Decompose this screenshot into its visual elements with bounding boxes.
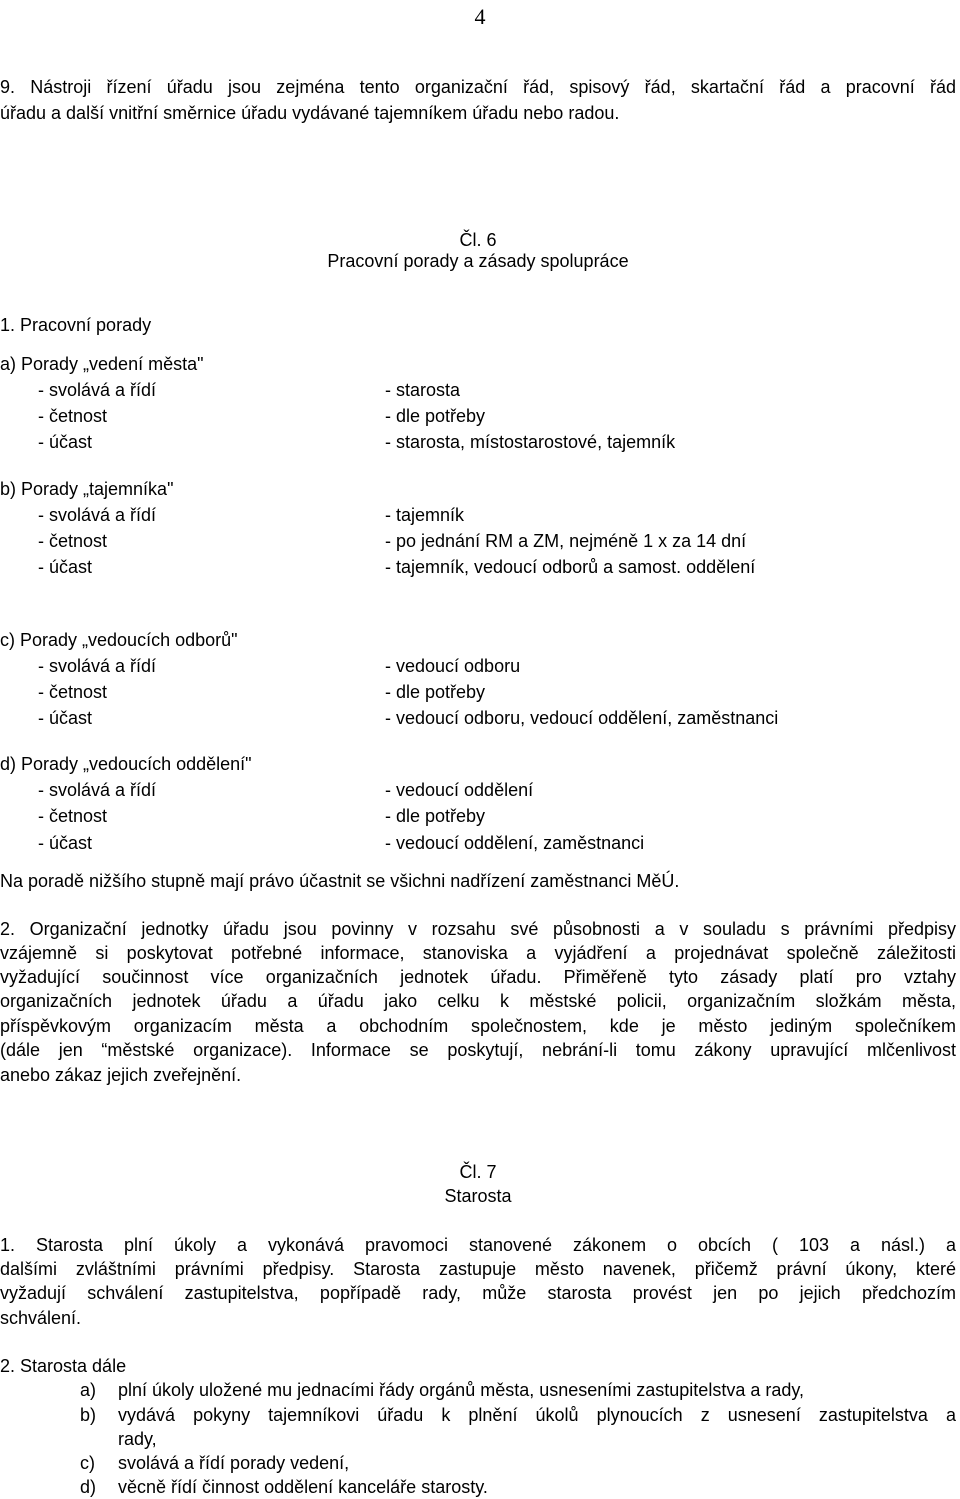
section-heading: 1. Pracovní porady <box>0 315 152 335</box>
meeting-row-label: - četnost <box>38 806 108 826</box>
article-number: Čl. 7 <box>459 1162 497 1182</box>
list-item: svolává a řídí porady vedení, <box>118 1453 350 1473</box>
note-line: Na poradě nižšího stupně mají právo účastnit se všichni nadřízení zaměstnanci MěÚ. <box>0 871 680 891</box>
article-title: Starosta <box>444 1186 512 1206</box>
meeting-heading: c) Porady „vedoucích odborů" <box>0 630 238 650</box>
paragraph-line: schválení. <box>0 1308 82 1328</box>
meeting-row-value: - vedoucí oddělení, zaměstnanci <box>385 833 645 853</box>
paragraph-line: vyžadují schválení zastupitelstva, popřípadě rady, může starosta provést jen po jejich předchozím <box>0 1283 956 1303</box>
meeting-row-label: - účast <box>38 557 93 577</box>
list-item: rady, <box>118 1429 157 1449</box>
paragraph-line: příspěvkovým organizacím města a obchodním společnostem, kde je město jediným společníkem <box>0 1016 956 1036</box>
meeting-row-value: - starosta, místostarostové, tajemník <box>385 432 676 452</box>
meeting-row-value: - vedoucí odboru <box>385 656 521 676</box>
paragraph-line: 9. Nástroji řízení úřadu jsou zejména tento organizační řád, spisový řád, skartační řád a pracovní řád <box>0 77 956 97</box>
list-marker: a) <box>80 1380 97 1400</box>
paragraph-line: úřadu a další vnitřní směrnice úřadu vydávané tajemníkem úřadu nebo radou. <box>0 103 620 123</box>
meeting-row-label: - četnost <box>38 531 108 551</box>
list-item: plní úkoly uložené mu jednacími řády orgánů města, usneseními zastupitelstva a rady, <box>118 1380 805 1400</box>
meeting-row-value: - vedoucí oddělení <box>385 780 534 800</box>
meeting-row-label: - účast <box>38 833 93 853</box>
meeting-row-label: - četnost <box>38 406 108 426</box>
paragraph-line: (dále jen “městské organizace). Informace se poskytují, nebrání-li tomu zákony upravující mlčenlivost <box>0 1040 956 1060</box>
meeting-row-label: - svolává a řídí <box>38 780 157 800</box>
meeting-heading: d) Porady „vedoucích oddělení" <box>0 754 252 774</box>
meeting-row-label: - svolává a řídí <box>38 380 157 400</box>
page-number: 4 <box>474 4 486 29</box>
meeting-heading: b) Porady „tajemníka" <box>0 479 174 499</box>
article-number: Čl. 6 <box>459 230 497 250</box>
meeting-row-value: - vedoucí odboru, vedoucí oddělení, zaměstnanci <box>385 708 779 728</box>
meeting-row-label: - účast <box>38 432 93 452</box>
paragraph-line: organizačních jednotek úřadu a úřadu jako celku k městské policii, organizačním složkám města, <box>0 991 956 1011</box>
article-title: Pracovní porady a zásady spolupráce <box>327 251 629 271</box>
list-item: vydává pokyny tajemníkovi úřadu k plnění úkolů plynoucích z usnesení zastupitelstva a <box>118 1405 956 1425</box>
list-marker: c) <box>80 1453 95 1473</box>
paragraph-line: anebo zákaz jejich zveřejnění. <box>0 1065 242 1085</box>
meeting-row-value: - starosta <box>385 380 461 400</box>
section-heading: 2. Starosta dále <box>0 1356 127 1376</box>
meeting-row-label: - účast <box>38 708 93 728</box>
paragraph-line: 2. Organizační jednotky úřadu jsou povinny v rozsahu své působnosti a v souladu s právními předpisy <box>0 919 956 939</box>
meeting-row-label: - svolává a řídí <box>38 505 157 525</box>
paragraph-line: vzájemně si poskytovat potřebné informace, stanoviska a vyjádření a projednávat společně záležitosti <box>0 943 956 963</box>
meeting-row-value: - tajemník, vedoucí odborů a samost. oddělení <box>385 557 756 577</box>
meeting-row-value: - dle potřeby <box>385 806 486 826</box>
list-marker: d) <box>80 1477 97 1497</box>
meeting-row-label: - svolává a řídí <box>38 656 157 676</box>
paragraph-line: 1. Starosta plní úkoly a vykonává pravomoci stanovené zákonem o obcích ( 103 a násl.) a <box>0 1235 956 1255</box>
meeting-row-value: - po jednání RM a ZM, nejméně 1 x za 14 dní <box>385 531 747 551</box>
meeting-heading: a) Porady „vedení města" <box>0 354 204 374</box>
meeting-row-value: - tajemník <box>385 505 465 525</box>
meeting-row-value: - dle potřeby <box>385 406 486 426</box>
list-marker: b) <box>80 1405 97 1425</box>
paragraph-line: dalšími zvláštními právními předpisy. Starosta zastupuje město navenek, přičemž právní úkony, které <box>0 1259 956 1279</box>
list-item: věcně řídí činnost oddělení kanceláře starosty. <box>118 1477 488 1497</box>
meeting-row-value: - dle potřeby <box>385 682 486 702</box>
paragraph-line: vyžadující součinnost více organizačních jednotek úřadu. Přiměřeně tyto zásady platí pro vztahy <box>0 967 956 987</box>
meeting-row-label: - četnost <box>38 682 108 702</box>
